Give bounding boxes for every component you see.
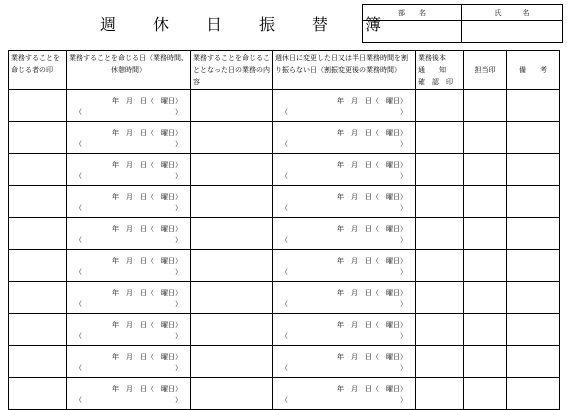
ordering-person-seal-cell[interactable]: [9, 186, 67, 218]
work-content-cell[interactable]: [191, 154, 273, 186]
date-text: 年 月 日（ 曜日）: [112, 257, 182, 265]
header-notice-line2: 通 知: [418, 66, 446, 74]
close-paren: ）: [175, 332, 182, 340]
person-in-charge-seal-cell[interactable]: [464, 154, 507, 186]
date-text: 年 月 日（ 曜日）: [337, 225, 407, 233]
date-text: 年 月 日（ 曜日）: [337, 129, 407, 137]
remarks-cell[interactable]: [507, 378, 560, 410]
changed-day-cell[interactable]: [273, 154, 416, 186]
title-char: 休: [153, 15, 170, 34]
remarks-cell[interactable]: [507, 154, 560, 186]
open-paren: （: [281, 140, 288, 148]
header-ordering-person-seal: 業務することを命じる者の印: [9, 51, 67, 90]
changed-day-cell[interactable]: [273, 122, 416, 154]
work-content-cell[interactable]: [191, 250, 273, 282]
open-paren: （: [75, 108, 82, 116]
ordering-person-seal-cell[interactable]: [9, 218, 67, 250]
ordering-person-seal-cell[interactable]: [9, 90, 67, 122]
close-paren: ）: [175, 396, 182, 404]
header-person-in-charge-seal: 担当印: [464, 51, 507, 90]
date-text: 年 月 日（ 曜日）: [112, 193, 182, 201]
person-in-charge-seal-cell[interactable]: [464, 250, 507, 282]
open-paren: （: [281, 108, 288, 116]
close-paren: ）: [400, 108, 407, 116]
ordered-date-cell[interactable]: [67, 346, 191, 378]
open-paren: （: [75, 364, 82, 372]
date-text: 年 月 日（ 曜日）: [337, 193, 407, 201]
ordering-person-seal-cell[interactable]: [9, 282, 67, 314]
notice-confirmation-cell[interactable]: [416, 282, 464, 314]
date-text: 年 月 日（ 曜日）: [112, 225, 182, 233]
open-paren: （: [75, 300, 82, 308]
close-paren: ）: [175, 236, 182, 244]
name-value-cell[interactable]: [462, 21, 563, 43]
ordered-date-cell[interactable]: [67, 218, 191, 250]
department-label: 部 名: [363, 5, 462, 21]
table-row: [9, 90, 560, 122]
open-paren: （: [281, 268, 288, 276]
work-content-cell[interactable]: [191, 282, 273, 314]
changed-day-cell[interactable]: [273, 346, 416, 378]
notice-confirmation-cell[interactable]: [416, 378, 464, 410]
ordering-person-seal-cell[interactable]: [9, 378, 67, 410]
date-text: 年 月 日（ 曜日）: [337, 97, 407, 105]
changed-day-cell[interactable]: [273, 282, 416, 314]
ordered-date-cell[interactable]: [67, 90, 191, 122]
remarks-cell[interactable]: [507, 122, 560, 154]
person-in-charge-seal-cell[interactable]: [464, 122, 507, 154]
open-paren: （: [75, 140, 82, 148]
work-content-cell[interactable]: [191, 346, 273, 378]
remarks-cell[interactable]: [507, 186, 560, 218]
remarks-cell[interactable]: [507, 346, 560, 378]
person-in-charge-seal-cell[interactable]: [464, 282, 507, 314]
open-paren: （: [281, 172, 288, 180]
close-paren: ）: [400, 140, 407, 148]
header-work-content: 業務することを命じることとなった日の業務の内容: [191, 51, 273, 90]
close-paren: ）: [400, 268, 407, 276]
open-paren: （: [281, 204, 288, 212]
close-paren: ）: [400, 332, 407, 340]
table-row: [9, 282, 560, 314]
date-text: 年 月 日（ 曜日）: [112, 129, 182, 137]
table-row: [9, 346, 560, 378]
notice-confirmation-cell[interactable]: [416, 90, 464, 122]
ordered-date-cell[interactable]: [67, 250, 191, 282]
table-row: [9, 250, 560, 282]
close-paren: ）: [175, 268, 182, 276]
date-text: 年 月 日（ 曜日）: [112, 161, 182, 169]
ordered-date-cell[interactable]: [67, 378, 191, 410]
ordering-person-seal-cell[interactable]: [9, 154, 67, 186]
title-char: 替: [312, 15, 329, 34]
table-row: [9, 154, 560, 186]
notice-confirmation-cell[interactable]: [416, 122, 464, 154]
work-content-cell[interactable]: [191, 378, 273, 410]
changed-day-cell[interactable]: [273, 90, 416, 122]
close-paren: ）: [175, 108, 182, 116]
person-in-charge-seal-cell[interactable]: [464, 218, 507, 250]
title-char: 週: [100, 15, 117, 34]
notice-confirmation-cell[interactable]: [416, 218, 464, 250]
person-in-charge-seal-cell[interactable]: [464, 314, 507, 346]
open-paren: （: [75, 396, 82, 404]
header-notice-line3: 確 認 印: [418, 78, 453, 86]
substitution-log-table: [8, 50, 560, 410]
work-content-cell[interactable]: [191, 314, 273, 346]
work-content-cell[interactable]: [191, 186, 273, 218]
close-paren: ）: [400, 396, 407, 404]
header-ordered-date: 業務することを命じる日（業務時間、休憩時間）: [67, 51, 191, 90]
close-paren: ）: [400, 204, 407, 212]
ordered-date-cell[interactable]: [67, 314, 191, 346]
changed-day-cell[interactable]: [273, 186, 416, 218]
page-title: [100, 10, 382, 40]
open-paren: （: [281, 236, 288, 244]
date-text: 年 月 日（ 曜日）: [337, 353, 407, 361]
notice-confirmation-cell[interactable]: [416, 346, 464, 378]
changed-day-cell[interactable]: [273, 314, 416, 346]
ordering-person-seal-cell[interactable]: [9, 250, 67, 282]
department-value-cell[interactable]: [363, 21, 462, 43]
remarks-cell[interactable]: [507, 314, 560, 346]
ordering-person-seal-cell[interactable]: [9, 314, 67, 346]
person-in-charge-seal-cell[interactable]: [464, 378, 507, 410]
person-in-charge-seal-cell[interactable]: [464, 346, 507, 378]
title-char: 日: [206, 15, 223, 34]
notice-confirmation-cell[interactable]: [416, 314, 464, 346]
notice-confirmation-cell[interactable]: [416, 250, 464, 282]
changed-day-cell[interactable]: [273, 218, 416, 250]
open-paren: （: [281, 332, 288, 340]
work-content-cell[interactable]: [191, 218, 273, 250]
ordered-date-cell[interactable]: [67, 122, 191, 154]
header-changed-day: 週休日に変更した日又は半日業務時間を割り振らない日（割振変更後の業務時間）: [273, 51, 416, 90]
close-paren: ）: [175, 172, 182, 180]
table-row: [9, 218, 560, 250]
ordered-date-cell[interactable]: [67, 154, 191, 186]
title-char: 振: [259, 15, 276, 34]
open-paren: （: [281, 396, 288, 404]
close-paren: ）: [400, 236, 407, 244]
remarks-cell[interactable]: [507, 90, 560, 122]
close-paren: ）: [175, 140, 182, 148]
table-row: [9, 122, 560, 154]
header-remarks: 備 考: [507, 51, 560, 90]
notice-confirmation-cell[interactable]: [416, 186, 464, 218]
header-notice-line1: 業務後本: [418, 54, 446, 62]
date-text: 年 月 日（ 曜日）: [337, 257, 407, 265]
table-row: [9, 186, 560, 218]
date-text: 年 月 日（ 曜日）: [112, 353, 182, 361]
open-paren: （: [75, 268, 82, 276]
work-content-cell[interactable]: [191, 122, 273, 154]
person-in-charge-seal-cell[interactable]: [464, 90, 507, 122]
name-label: 氏 名: [462, 5, 563, 21]
ordering-person-seal-cell[interactable]: [9, 346, 67, 378]
remarks-cell[interactable]: [507, 218, 560, 250]
date-text: 年 月 日（ 曜日）: [337, 161, 407, 169]
date-text: 年 月 日（ 曜日）: [337, 385, 407, 393]
ordered-date-cell[interactable]: [67, 186, 191, 218]
date-text: 年 月 日（ 曜日）: [112, 321, 182, 329]
close-paren: ）: [175, 204, 182, 212]
notice-confirmation-cell[interactable]: [416, 154, 464, 186]
date-text: 年 月 日（ 曜日）: [337, 289, 407, 297]
close-paren: ）: [400, 300, 407, 308]
open-paren: （: [75, 204, 82, 212]
open-paren: （: [75, 236, 82, 244]
date-text: 年 月 日（ 曜日）: [112, 97, 182, 105]
person-in-charge-seal-cell[interactable]: [464, 186, 507, 218]
close-paren: ）: [175, 300, 182, 308]
close-paren: ）: [400, 172, 407, 180]
date-text: 年 月 日（ 曜日）: [112, 289, 182, 297]
ordered-date-cell[interactable]: [67, 282, 191, 314]
changed-day-cell[interactable]: [273, 250, 416, 282]
title-char: 簿: [365, 15, 382, 34]
remarks-cell[interactable]: [507, 282, 560, 314]
changed-day-cell[interactable]: [273, 378, 416, 410]
date-text: 年 月 日（ 曜日）: [337, 321, 407, 329]
header-notice-confirmation: [416, 51, 464, 90]
table-row: [9, 314, 560, 346]
close-paren: ）: [400, 364, 407, 372]
ordering-person-seal-cell[interactable]: [9, 122, 67, 154]
open-paren: （: [281, 364, 288, 372]
open-paren: （: [281, 300, 288, 308]
work-content-cell[interactable]: [191, 90, 273, 122]
open-paren: （: [75, 332, 82, 340]
table-row: [9, 378, 560, 410]
department-name-box: [362, 4, 563, 43]
open-paren: （: [75, 172, 82, 180]
date-text: 年 月 日（ 曜日）: [112, 385, 182, 393]
remarks-cell[interactable]: [507, 250, 560, 282]
close-paren: ）: [175, 364, 182, 372]
